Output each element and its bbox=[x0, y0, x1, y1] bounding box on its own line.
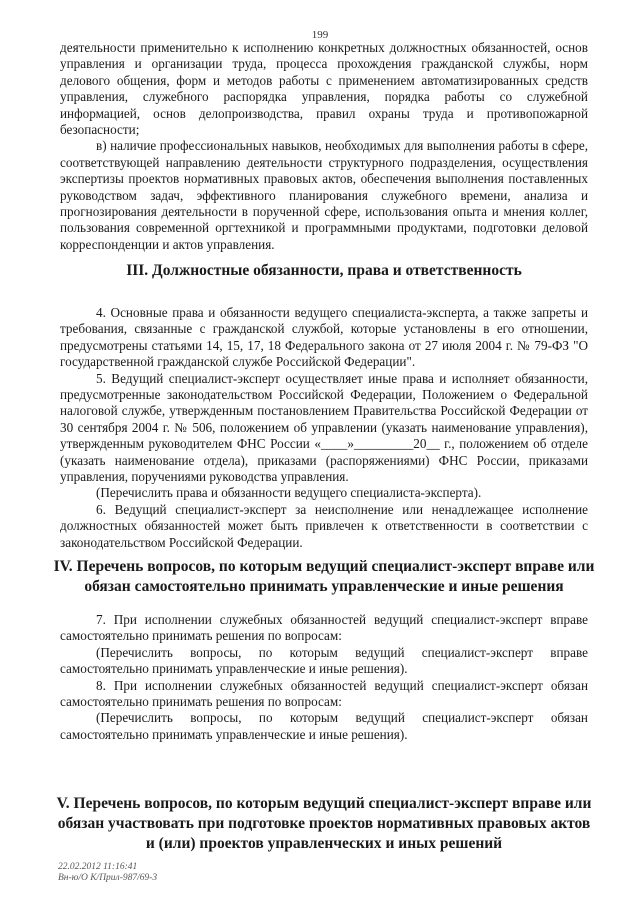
item-v-paragraph: в) наличие профессиональных навыков, необходимых для выполнения работы в сфере, соответствующей направлению деятельности структурного подразделения, осуществления экспертизы проектов нормативных правовых актов, обеспечения выполнения поставленных руководством задач, эффективного планирования служебного времени, анализа и прогнозирования деятельности в порученной сфере, использования опыта и мнения коллег, пользования современной оргтехникой и программными продуктами, подготовки деловой корреспонденции и актов управления. bbox=[60, 138, 588, 252]
paragraph-8: 8. При исполнении служебных обязанностей ведущий специалист-эксперт обязан самостоятельно принимать решения по вопросам: bbox=[60, 677, 588, 710]
document-stamp bbox=[58, 862, 157, 884]
section-5-title bbox=[52, 794, 596, 854]
paragraph-7: 7. При исполнении служебных обязанностей ведущий специалист-эксперт вправе самостоятельно принимать решения по вопросам: bbox=[60, 612, 588, 644]
paragraph-4: 4. Основные права и обязанности ведущего специалиста-эксперта, а также запреты и требования, связанные с гражданской службой, которые установлены в его отношении, предусмотрены статьями 14, 15, 17, 18 Федерального закона от 27 июля 2004 г. № 79-ФЗ "О государственной гражданской службе Российской Федерации". bbox=[60, 305, 588, 370]
paragraph-6: 6. Ведущий специалист-эксперт за неисполнение или ненадлежащее исполнение должностных обязанностей может быть привлечен к ответственности в соответствии с законодательством Российской Федерации. bbox=[60, 501, 588, 550]
stamp-reference: Вн-ю/О К/Прил-987/69-3 bbox=[58, 873, 158, 883]
section-4-title-line-1: IV. Перечень вопросов, по которым ведущий специалист-эксперт вправе или bbox=[53, 558, 595, 575]
section-3-title: III. Должностные обязанности, права и ответственность bbox=[126, 262, 522, 279]
section-3-body bbox=[60, 305, 588, 551]
page-number: 199 bbox=[311, 29, 329, 41]
paragraph-5: 5. Ведущий специалист-эксперт осуществляет иные права и исполняет обязанности, предусмотренные законодательством Российской Федерации, Положением о Федеральной налоговой службе, утвержденным постановлением Правительства Российской Федерации от 30 сентября 2004 г. № 506, положением об управлении (указать наименование управления), утвержденным руководителем ФНС России «____»_________20__ г., положением об отделе (указать наименование отдела), приказами (распоряжениями) ФНС России, приказами управления, поручениями руководства управления. bbox=[60, 370, 588, 485]
paragraph-7-note: (Перечислить вопросы, по которым ведущий специалист-эксперт вправе самостоятельно принимать управленческие и иные решения). bbox=[60, 644, 588, 677]
intro-block bbox=[60, 40, 588, 253]
stamp-timestamp: 22.02.2012 11:16:41 bbox=[58, 862, 138, 872]
section-5-title-line-1: V. Перечень вопросов, по которым ведущий специалист-эксперт вправе или bbox=[56, 795, 592, 812]
section-5-title-line-2: обязан участвовать при подготовке проектов нормативных правовых актов bbox=[57, 815, 591, 832]
section-4-title bbox=[52, 557, 596, 597]
paragraph-8-note: (Перечислить вопросы, по которым ведущий специалист-эксперт обязан самостоятельно принимать управленческие и иные решения). bbox=[60, 710, 588, 742]
section-4-title-line-2: обязан самостоятельно принимать управленческие и иные решения bbox=[84, 578, 564, 595]
section-5-title-line-3: и (или) проектов управленческих и иных решений bbox=[145, 835, 503, 852]
continuation-paragraph: деятельности применительно к исполнению конкретных должностных обязанностей, основ управления и организации труда, процесса прохождения гражданской службы, норм делового общения, форм и методов работы с применением автоматизированных средств управления, служебного распорядка управления, порядка работы со служебной информацией, основ делопроизводства, правил охраны труда и противопожарной безопасности; bbox=[60, 40, 588, 138]
section-4-body bbox=[60, 612, 588, 743]
paragraph-5-note: (Перечислить права и обязанности ведущего специалиста-эксперта). bbox=[96, 485, 482, 501]
